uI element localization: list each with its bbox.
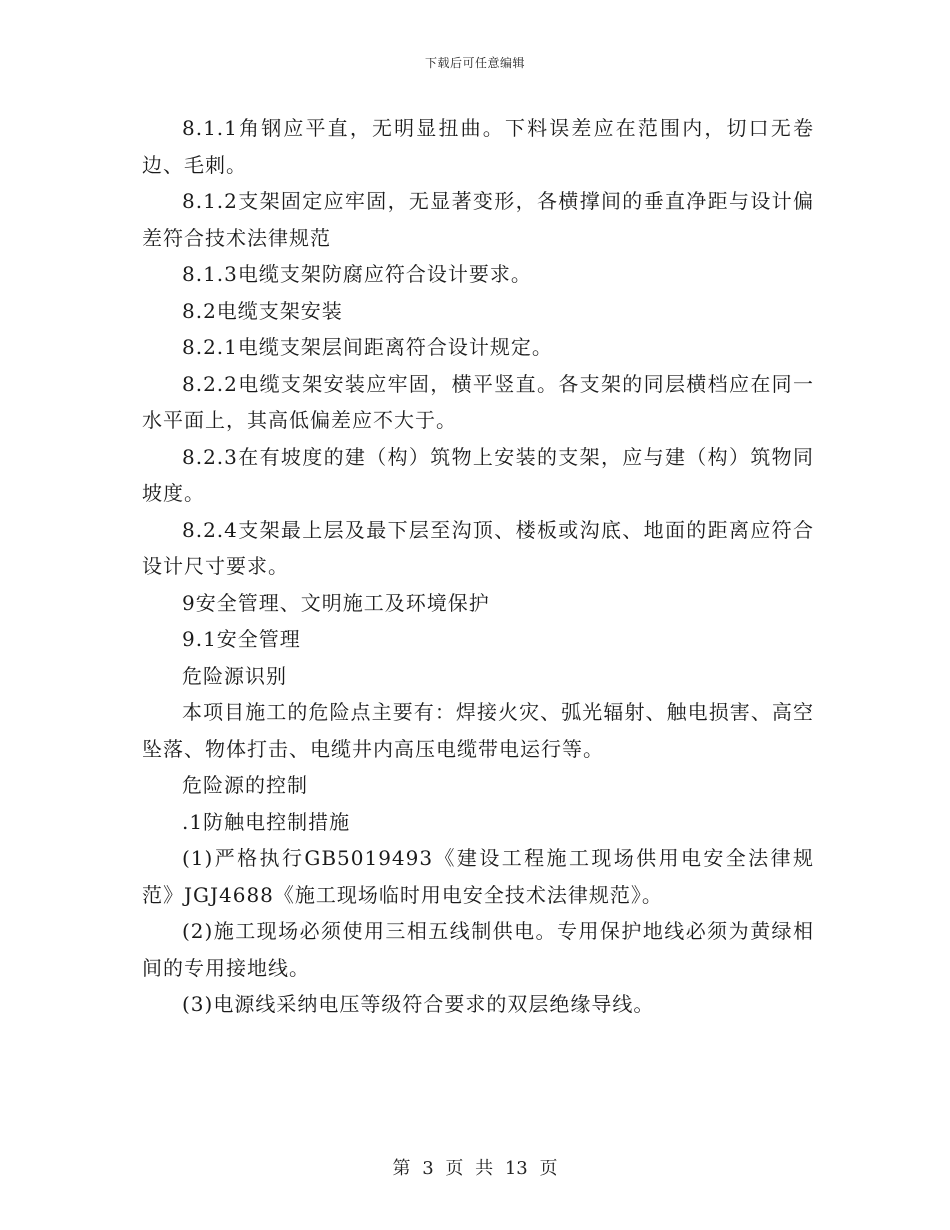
paragraph-8-2-4: 8.2.4支架最上层及最下层至沟顶、楼板或沟底、地面的距离应符合设计尺寸要求。 bbox=[142, 517, 814, 578]
paragraph-8-2-2: 8.2.2电缆支架安装应牢固，横平竖直。各支架的同层横档应在同一水平面上，其高低偏差应不大于。 bbox=[142, 371, 814, 432]
heading-hazard-control: 危险源的控制 bbox=[182, 773, 308, 797]
list-item-1: (1)严格执行GB5019493《建设工程施工现场供用电安全法律规范》JGJ4688《施工现场临时用电安全技术法律规范》。 bbox=[142, 846, 814, 907]
heading-hazard-identification: 危险源识别 bbox=[182, 663, 287, 688]
heading-electric-shock-measures: .1防触电控制措施 bbox=[182, 809, 351, 834]
heading-9: 9安全管理、文明施工及环境保护 bbox=[182, 590, 490, 615]
list-item-2: (2)施工现场必须使用三相五线制供电。专用保护地线必须为黄绿相间的专用接地线。 bbox=[142, 919, 814, 980]
list-item-3: (3)电源线采纳电压等级符合要求的双层绝缘导线。 bbox=[182, 992, 655, 1016]
heading-8-2: 8.2电缆支架安装 bbox=[182, 298, 343, 323]
document-body bbox=[142, 110, 814, 1023]
heading-9-1: 9.1安全管理 bbox=[182, 627, 301, 651]
paragraph-8-2-3: 8.2.3在有坡度的建（构）筑物上安装的支架，应与建（构）筑物同坡度。 bbox=[142, 444, 814, 505]
paragraph-8-1-1: 8.1.1角钢应平直，无明显扭曲。下料误差应在范围内，切口无卷边、毛刺。 bbox=[142, 116, 814, 177]
paragraph-8-2-1: 8.2.1电缆支架层间距离符合设计规定。 bbox=[182, 335, 553, 359]
paragraph-hazard-list: 本项目施工的危险点主要有：焊接火灾、弧光辐射、触电损害、高空坠落、物体打击、电缆井内高压电缆带电运行等。 bbox=[142, 700, 814, 761]
page-header: 下载后可任意编辑 bbox=[424, 56, 525, 70]
paragraph-8-1-3: 8.1.3电缆支架防腐应符合设计要求。 bbox=[182, 262, 532, 286]
paragraph-8-1-2: 8.1.2支架固定应牢固，无显著变形，各横撑间的垂直净距与设计偏差符合技术法律规范 bbox=[142, 189, 814, 250]
page-number: 第 3 页 共 13 页 bbox=[392, 1158, 558, 1179]
